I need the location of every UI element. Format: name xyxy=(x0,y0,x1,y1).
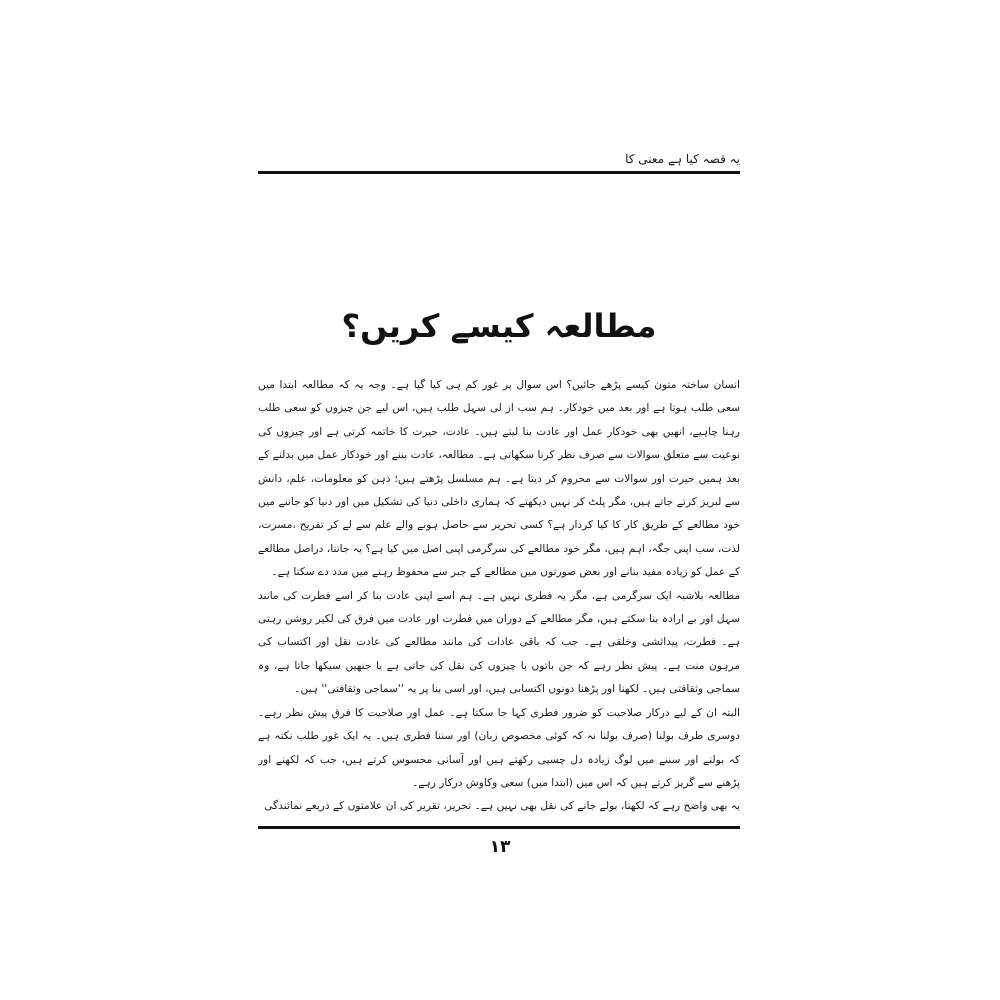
footer-rule xyxy=(258,826,740,829)
paragraph-4: یہ بھی واضح رہے کہ لکھنا، بولے جانے کی نقل بھی نہیں ہے۔ تحریر، تقریر کی ان علامتوں کے ذریعے نمائندگی xyxy=(264,800,740,813)
page-number: ۱۳ xyxy=(489,837,511,857)
paragraph-2: مطالعہ بلاشبہ ایک سرگرمی ہے، مگر یہ فطری نہیں ہے۔ ہم اسے اپنی عادت بنا کر اسے فطرت کی مانند سہل اور بے ارادہ بنا سکتے ہیں، مگر مطالعے کے دوران میں فطرت اور عادت میں فرق کی لکیر روشن رہتی ہے۔ فطرت، پیدائشی وخلقی ہے۔ جب کہ باقی عادات کی مانند مطالعے کی عادت نقل اور اکتساب کی مرہون منت ہے۔ پیش نظر رہے کہ جن باتوں یا چیزوں کی نقل کی جاتی ہے یا جنھیں سیکھا جاتا ہے، وہ سماجی وثقافتی ہیں۔ لکھنا اور پڑھنا دونوں اکتسابی ہیں، اور اسی بنا پر یہ ''سماجی وثقافتی'' ہیں۔ xyxy=(258,589,740,696)
paragraph-1: انسان ساختہ متون کیسے پڑھے جائیں؟ اس سوال پر غور کم ہی کیا گیا ہے۔ وجہ یہ کہ مطالعہ ابتدا میں سعی طلب ہوتا ہے اور بعد میں خودکار۔ ہم سب از لی سہل طلب ہیں، اس لیے جن چیزوں کو سعی طلب رہنا چاہیے، انھیں بھی خودکار عمل اور عادت بنا لیتے ہیں۔ عادت، حیرت کا خاتمہ کرتی ہے اور چیزوں کی نوعیت سے متعلق سوالات سے صرف نظر کرنا سکھاتی ہے۔ مطالعہ، عادت بننے اور خودکار عمل میں بدلنے کے بعد ہمیں حیرت اور سوالات سے محروم کر دیتا ہے۔ ہم مسلسل پڑھتے ہیں؛ ذہن کو معلومات، علم، دانش سے لبریز کرتے جاتے ہیں، مگر پلٹ کر نہیں دیکھتے کہ ہماری داخلی دنیا کی تشکیل میں اور دنیا کو جاننے میں خود مطالعے کے طریق کار کا کیا کردار ہے؟ کسی تحریر سے حاصل ہونے والے علم سے لے کر تفریح ،مسرت، لذت، سب اپنی جگہ، اہم ہیں، مگر خود مطالعے کی سرگرمی اپنی اصل میں کیا ہے؟ یہ جاننا، دراصل مطالعے کے عمل کو زیادہ مفید بنانے اور بعض صورتوں میں مطالعے کے جبر سے محفوظ رہنے میں مدد دے سکتا ہے۔ xyxy=(258,379,740,579)
body-text xyxy=(258,374,740,824)
header-rule xyxy=(258,171,740,174)
running-header: یہ قصہ کیا ہے معنی کا xyxy=(625,152,740,166)
paragraph-3: البتہ ان کے لیے درکار صلاحیت کو ضرور فطری کہا جا سکتا ہے۔ عمل اور صلاحیت کا فرق پیش نظر رہے۔ دوسری طرف بولنا (صرف بولنا نہ کہ کوئی مخصوص زبان) اور سننا فطری ہیں۔ یہ ایک غور طلب نکتہ ہے کہ بولنے اور سننے میں لوگ زیادہ دل چسپی رکھتے ہیں اور آسانی محسوس کرتے ہیں، جب کہ لکھنے اور پڑھنے سے گریز کرتے ہیں کہ اس میں (ابتدا میں) سعی وکاوش درکار رہے۔ xyxy=(258,706,740,789)
chapter-title: مطالعہ کیسے کریں؟ xyxy=(341,307,657,345)
